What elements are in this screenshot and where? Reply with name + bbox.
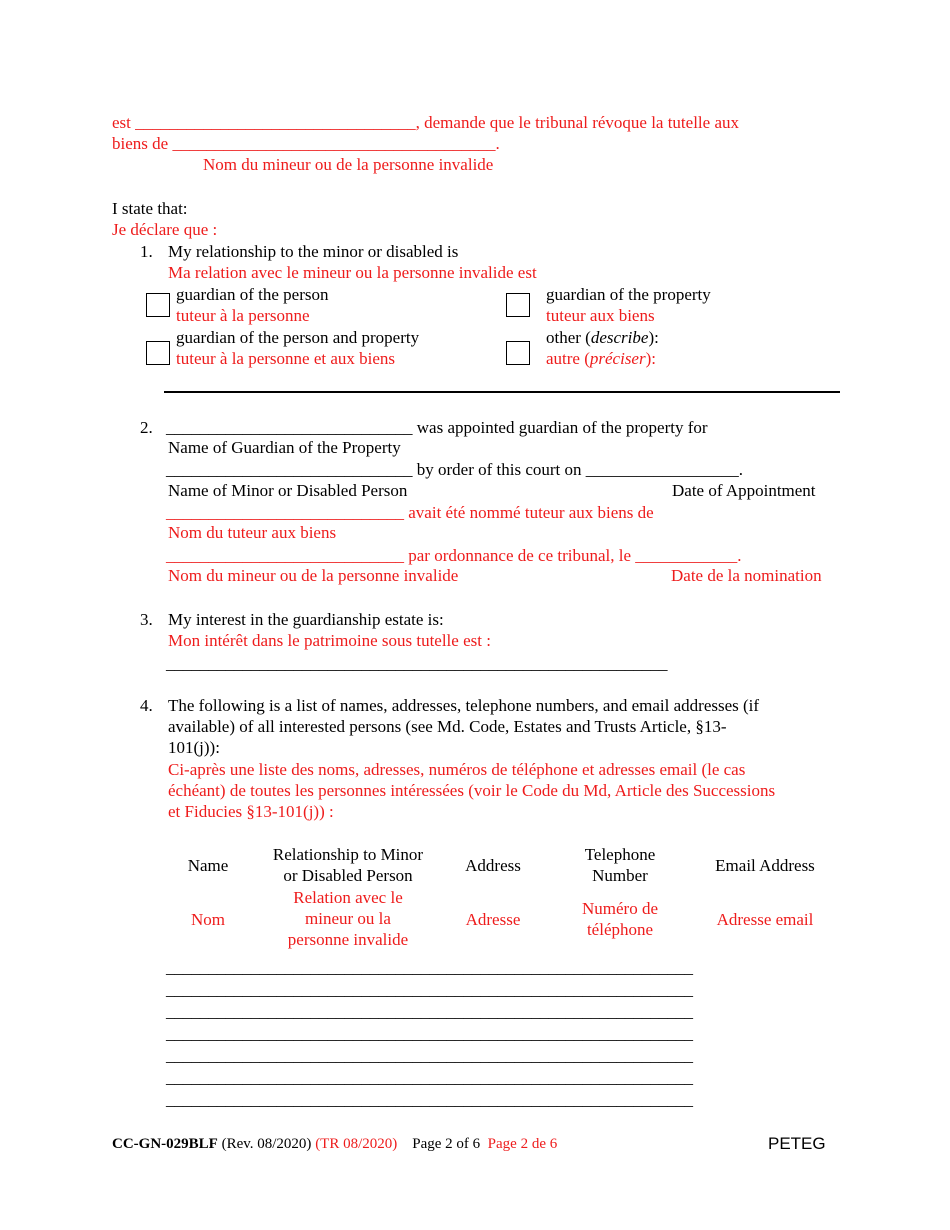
minor-name-label-fr: Nom du mineur ou de la personne invalide <box>168 566 459 585</box>
header-telephone: Telephone Number <box>584 845 656 885</box>
footer <box>112 1134 557 1155</box>
header-name: Name <box>187 856 229 875</box>
minor-name-blank-2[interactable]: _____________________________ <box>166 460 413 479</box>
interest-blank[interactable]: ___________________________________________________________ <box>166 654 668 673</box>
checkbox-other[interactable] <box>506 341 530 365</box>
item-4-line-1: The following is a list of names, addresses, telephone numbers, and email addresses (if <box>168 696 760 715</box>
form-revision: (Rev. 08/2020) <box>221 1136 312 1152</box>
checkbox-guardian-person-property[interactable] <box>146 341 170 365</box>
item-1-text: My relationship to the minor or disabled is <box>168 242 459 261</box>
minor-name-label: Nom du mineur ou de la personne invalide <box>203 155 494 174</box>
page-number-fr: Page 2 de 6 <box>487 1136 558 1152</box>
header-telephone-fr: Numéro de téléphone <box>581 899 658 939</box>
option-other-fr: autre (préciser): <box>546 349 656 368</box>
header-relationship: Relationship to Minor or Disabled Person <box>272 845 424 885</box>
appointment-date-label: Date of Appointment <box>672 481 816 500</box>
court-order-line: _____________________________ by order of this court on __________________. <box>166 460 744 479</box>
item-2-number: 2. <box>140 418 153 437</box>
appointment-date-label-fr: Date de la nomination <box>671 566 822 585</box>
guardian-name-label-fr: Nom du tuteur aux biens <box>168 523 337 542</box>
minor-name-blank[interactable]: ______________________________________ <box>172 134 496 153</box>
table-row[interactable]: ______________________________________________________________ <box>166 1090 693 1109</box>
item-3-number: 3. <box>140 610 153 629</box>
item-4-fr-line-1: Ci-après une liste des noms, adresses, numéros de téléphone et adresses email (le cas <box>168 760 746 779</box>
state-heading-fr: Je déclare que : <box>112 220 218 239</box>
item-4-line-2: available) of all interested persons (see Md. Code, Estates and Trusts Article, §13- <box>168 717 727 736</box>
guardian-name-blank[interactable]: _____________________________ <box>166 418 413 437</box>
table-row[interactable]: ______________________________________________________________ <box>166 1024 693 1043</box>
checkbox-guardian-person[interactable] <box>146 293 170 317</box>
minor-name-label-2: Name of Minor or Disabled Person <box>168 481 408 500</box>
option-other: other (describe): <box>546 328 659 347</box>
appointment-date-blank[interactable]: __________________ <box>585 460 739 479</box>
property-of-line: biens de ______________________________________. <box>112 134 500 153</box>
header-email: Email Address <box>715 856 815 875</box>
translation-revision: (TR 08/2020) <box>315 1136 398 1152</box>
court-order-line-fr: ____________________________ par ordonnance de ce tribunal, le ____________. <box>166 546 742 565</box>
table-row[interactable]: ______________________________________________________________ <box>166 958 693 977</box>
item-1-text-fr: Ma relation avec le mineur ou la personne invalide est <box>168 263 537 282</box>
table-row[interactable]: ______________________________________________________________ <box>166 1068 693 1087</box>
item-4-fr-line-3: et Fiducies §13-101(j)) : <box>168 802 334 821</box>
other-describe-line[interactable] <box>164 391 840 393</box>
form-code: PETEG <box>768 1134 826 1153</box>
table-row[interactable]: ______________________________________________________________ <box>166 1046 693 1065</box>
guardian-name-label: Name of Guardian of the Property <box>168 438 401 457</box>
petitioner-blank[interactable]: _________________________________ <box>135 113 416 132</box>
item-1-number: 1. <box>140 242 153 261</box>
option-property: guardian of the property <box>546 285 711 304</box>
form-id: CC-GN-029BLF <box>112 1136 218 1152</box>
header-name-fr: Nom <box>191 910 225 929</box>
item-3-text-fr: Mon intérêt dans le patrimoine sous tutelle est : <box>168 631 491 650</box>
option-property-fr: tuteur aux biens <box>546 306 655 325</box>
item-4-number: 4. <box>140 696 153 715</box>
option-person: guardian of the person <box>176 285 329 304</box>
minor-name-blank-fr[interactable]: ____________________________ <box>166 546 404 565</box>
page-number: Page 2 of 6 <box>412 1136 481 1152</box>
item-4-line-3: 101(j)): <box>168 738 220 757</box>
item-4-fr-line-2: échéant) de toutes les personnes intéressées (voir le Code du Md, Article des Successions <box>168 781 776 800</box>
header-address: Address <box>465 856 521 875</box>
guardian-name-blank-fr[interactable]: ____________________________ <box>166 503 404 522</box>
guardian-appointed-line: _____________________________ was appointed guardian of the property for <box>166 418 708 437</box>
state-heading: I state that: <box>112 199 188 218</box>
option-both: guardian of the person and property <box>176 328 420 347</box>
appointment-date-blank-fr[interactable]: ____________ <box>635 546 738 565</box>
table-row[interactable]: ______________________________________________________________ <box>166 980 693 999</box>
guardian-appointed-line-fr: ____________________________ avait été nommé tuteur aux biens de <box>166 503 654 522</box>
table-row[interactable]: ______________________________________________________________ <box>166 1002 693 1021</box>
option-person-fr: tuteur à la personne <box>176 306 310 325</box>
revoke-request-line: est _________________________________, demande que le tribunal révoque la tutelle aux <box>112 113 739 132</box>
item-3-text: My interest in the guardianship estate is: <box>168 610 444 629</box>
header-email-fr: Adresse email <box>716 910 814 929</box>
header-address-fr: Adresse <box>465 910 521 929</box>
checkbox-guardian-property[interactable] <box>506 293 530 317</box>
header-relationship-fr: Relation avec le mineur ou la personne invalide <box>287 888 409 949</box>
option-both-fr: tuteur à la personne et aux biens <box>176 349 396 368</box>
